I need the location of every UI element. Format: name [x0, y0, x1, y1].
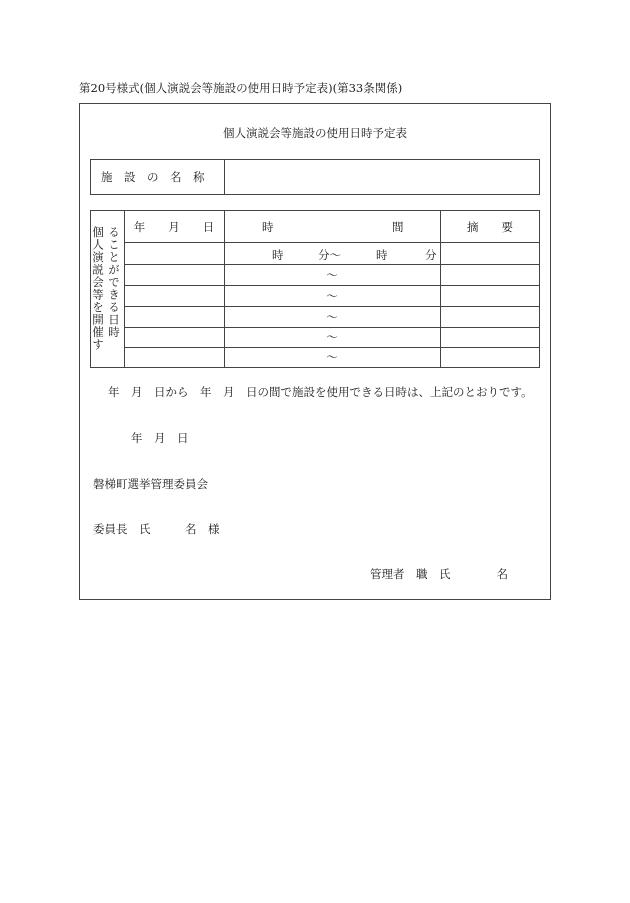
form-title: 個人演説会等施設の使用日時予定表: [223, 126, 407, 140]
row4-tilde: ～: [326, 310, 338, 324]
row1-hour1: 時: [272, 248, 284, 262]
availability-statement: 年 月 日から 年 月 日の間で施設を使用できる日時は、上記のとおりです。: [108, 385, 533, 399]
schedule-header-line: [124, 242, 540, 243]
row5-tilde: ～: [326, 330, 338, 344]
row6-tilde: ～: [326, 350, 338, 364]
header-time-end: 間: [392, 220, 404, 234]
facility-name-label: 施 設 の 名 称: [101, 170, 205, 184]
addressee-person: 委員長 氏 名 様: [93, 522, 220, 536]
facility-divider: [224, 159, 225, 195]
row1-minute1: 分～: [318, 248, 341, 262]
schedule-row-line: [124, 285, 540, 286]
side-label-main: 個人演説会等を開催す: [91, 226, 105, 351]
schedule-row-line: [124, 306, 540, 307]
row2-tilde: ～: [326, 268, 338, 282]
issue-date: 年 月 日: [131, 431, 189, 445]
manager-signature: 管理者 職 氏 名: [370, 567, 508, 581]
addressee-org: 磐梯町選挙管理委員会: [93, 477, 208, 491]
form-number-caption: 第20号様式(個人演説会等施設の使用日時予定表)(第33条関係): [79, 81, 403, 95]
row1-minute2: 分: [425, 248, 437, 262]
schedule-row-line: [124, 264, 540, 265]
side-label-sub: ることができる日時: [107, 226, 121, 339]
header-date: 年 月 日: [133, 220, 215, 234]
schedule-row-line: [124, 327, 540, 328]
row1-hour2: 時: [376, 248, 388, 262]
schedule-row-line: [124, 347, 540, 348]
row3-tilde: ～: [326, 289, 338, 303]
header-remarks: 摘 要: [467, 220, 513, 234]
header-time-start: 時: [262, 220, 274, 234]
